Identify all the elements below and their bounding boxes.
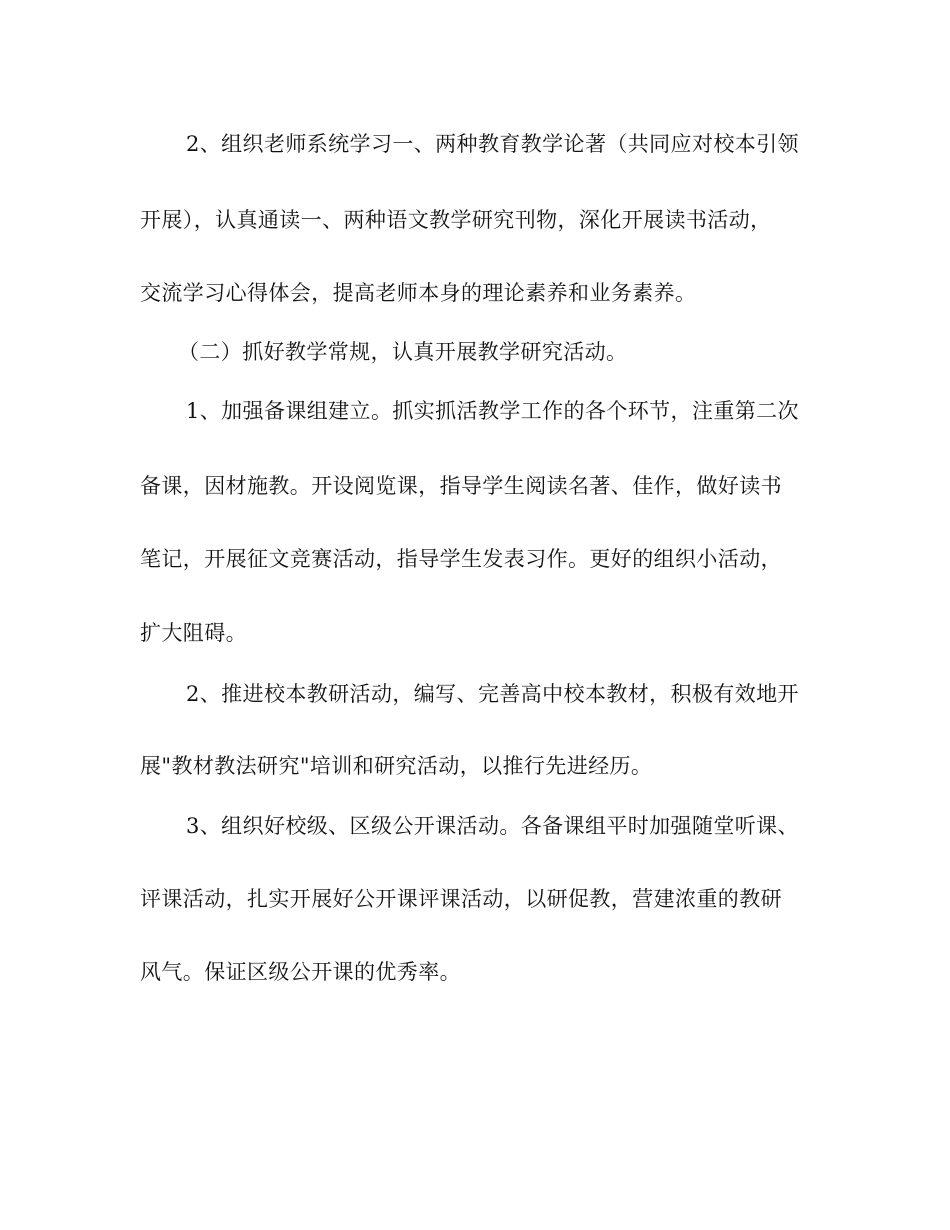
- paragraph-line: 评课活动，扎实开展好公开课评课活动，以研促教，营建浓重的教研: [140, 887, 782, 911]
- paragraph-line: 3、组织好校级、区级公开课活动。各备课组平时加强随堂听课、: [186, 814, 799, 838]
- paragraph-line: 2、组织老师系统学习一、两种教育教学论著（共同应对校本引领: [186, 132, 799, 156]
- paragraph-line: 笔记，开展征文竞赛活动，指导学生发表习作。更好的组织小活动，: [140, 547, 782, 571]
- paragraph-line: 2、推进校本教研活动，编写、完善高中校本教材，积极有效地开: [186, 682, 799, 706]
- paragraph-line: 交流学习心得体会，提高老师本身的理论素养和业务素养。: [140, 281, 697, 305]
- paragraph-line: 风气。保证区级公开课的优秀率。: [140, 960, 461, 984]
- paragraph-line: 开展），认真通读一、两种语文教学研究刊物，深化开展读书活动，: [140, 208, 772, 232]
- paragraph-line: 展"教材教法研究"培训和研究活动，以推行先进经历。: [140, 754, 653, 778]
- section-heading: （二）抓好教学常规，认真开展教学研究活动。: [178, 340, 628, 364]
- paragraph-line: 1、加强备课组建立。抓实抓活教学工作的各个环节，注重第二次: [186, 399, 799, 423]
- paragraph-line: 备课，因材施教。开设阅览课，指导学生阅读名著、佳作，做好读书: [140, 474, 782, 498]
- paragraph-line: 扩大阻碍。: [140, 621, 247, 645]
